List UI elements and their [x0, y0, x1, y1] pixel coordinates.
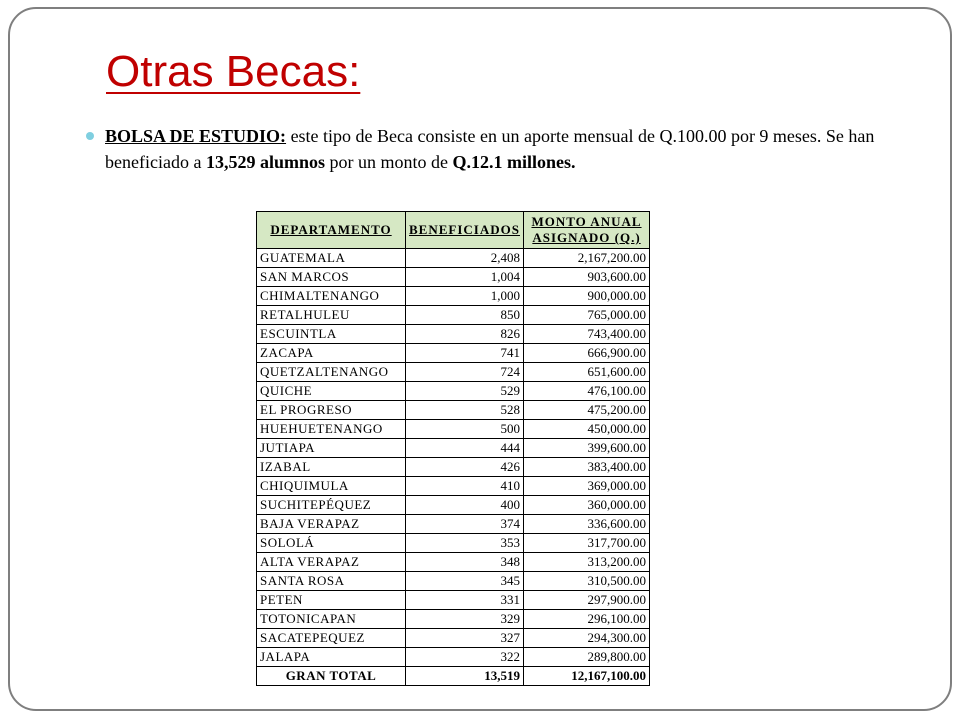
table-row [257, 477, 650, 496]
cell-departamento: IZABAL [257, 458, 406, 477]
table-row [257, 401, 650, 420]
cell-beneficiados: 444 [406, 439, 524, 458]
cell-monto: 383,400.00 [524, 458, 650, 477]
cell-beneficiados: 529 [406, 382, 524, 401]
table-row [257, 610, 650, 629]
cell-monto: 651,600.00 [524, 363, 650, 382]
table-row [257, 306, 650, 325]
cell-beneficiados: 1,004 [406, 268, 524, 287]
cell-monto: 336,600.00 [524, 515, 650, 534]
bullet-text-part2: por un monto de [324, 152, 453, 172]
cell-departamento: QUETZALTENANGO [257, 363, 406, 382]
cell-monto: 2,167,200.00 [524, 249, 650, 268]
cell-monto: 666,900.00 [524, 344, 650, 363]
table-header-row [257, 212, 650, 249]
cell-departamento: JUTIAPA [257, 439, 406, 458]
table-row [257, 382, 650, 401]
cell-beneficiados: 374 [406, 515, 524, 534]
header-monto-line1: MONTO ANUAL [531, 214, 642, 229]
cell-monto: 296,100.00 [524, 610, 650, 629]
bullet-dot-icon [86, 132, 94, 140]
cell-beneficiados: 724 [406, 363, 524, 382]
cell-monto: 450,000.00 [524, 420, 650, 439]
table-body [257, 249, 650, 686]
table-row [257, 363, 650, 382]
cell-monto: 294,300.00 [524, 629, 650, 648]
cell-beneficiados: 345 [406, 572, 524, 591]
cell-monto: 297,900.00 [524, 591, 650, 610]
table-row [257, 515, 650, 534]
cell-beneficiados: 2,408 [406, 249, 524, 268]
table-row [257, 344, 650, 363]
cell-departamento: CHIMALTENANGO [257, 287, 406, 306]
cell-departamento: PETEN [257, 591, 406, 610]
cell-beneficiados: 331 [406, 591, 524, 610]
cell-monto: 743,400.00 [524, 325, 650, 344]
cell-departamento: ALTA VERAPAZ [257, 553, 406, 572]
bullet-text [105, 123, 905, 175]
header-monto [524, 212, 650, 249]
header-monto-line2: ASIGNADO (Q.) [532, 230, 641, 245]
total-beneficiados: 13,519 [406, 667, 524, 686]
cell-departamento: TOTONICAPAN [257, 610, 406, 629]
cell-departamento: HUEHUETENANGO [257, 420, 406, 439]
table-row [257, 572, 650, 591]
cell-monto: 900,000.00 [524, 287, 650, 306]
cell-monto: 313,200.00 [524, 553, 650, 572]
table-row [257, 325, 650, 344]
cell-departamento: SACATEPEQUEZ [257, 629, 406, 648]
cell-departamento: SANTA ROSA [257, 572, 406, 591]
table-row [257, 249, 650, 268]
cell-departamento: ZACAPA [257, 344, 406, 363]
cell-beneficiados: 426 [406, 458, 524, 477]
cell-monto: 317,700.00 [524, 534, 650, 553]
bullet-label: BOLSA DE ESTUDIO: [105, 126, 287, 146]
table-row [257, 496, 650, 515]
cell-departamento: QUICHE [257, 382, 406, 401]
cell-beneficiados: 348 [406, 553, 524, 572]
bullet-alumnos: 13,529 alumnos [205, 152, 325, 172]
table-row [257, 553, 650, 572]
becas-table [256, 211, 650, 686]
slide-title: Otras Becas: [106, 47, 361, 96]
cell-beneficiados: 850 [406, 306, 524, 325]
cell-departamento: SAN MARCOS [257, 268, 406, 287]
table-row [257, 629, 650, 648]
cell-departamento: ESCUINTLA [257, 325, 406, 344]
cell-departamento: RETALHULEU [257, 306, 406, 325]
cell-monto: 399,600.00 [524, 439, 650, 458]
cell-beneficiados: 500 [406, 420, 524, 439]
cell-beneficiados: 400 [406, 496, 524, 515]
cell-beneficiados: 327 [406, 629, 524, 648]
cell-beneficiados: 528 [406, 401, 524, 420]
total-row [257, 667, 650, 686]
cell-departamento: JALAPA [257, 648, 406, 667]
cell-monto: 289,800.00 [524, 648, 650, 667]
bullet-text-part1: este tipo de Beca consiste en un aporte mensual de Q.100.00 por 9 meses. Se han beneficiado a [105, 126, 875, 172]
table-row [257, 458, 650, 477]
cell-monto: 475,200.00 [524, 401, 650, 420]
cell-monto: 765,000.00 [524, 306, 650, 325]
table-row [257, 420, 650, 439]
cell-monto: 903,600.00 [524, 268, 650, 287]
cell-monto: 369,000.00 [524, 477, 650, 496]
table-row [257, 268, 650, 287]
header-beneficiados: BENEFICIADOS [406, 212, 524, 249]
cell-beneficiados: 410 [406, 477, 524, 496]
cell-beneficiados: 826 [406, 325, 524, 344]
cell-beneficiados: 1,000 [406, 287, 524, 306]
cell-departamento: SOLOLÁ [257, 534, 406, 553]
bullet-monto: Q.12.1 millones. [452, 152, 576, 172]
cell-departamento: CHIQUIMULA [257, 477, 406, 496]
cell-monto: 310,500.00 [524, 572, 650, 591]
cell-departamento: EL PROGRESO [257, 401, 406, 420]
cell-monto: 360,000.00 [524, 496, 650, 515]
table-row [257, 439, 650, 458]
header-departamento: DEPARTAMENTO [257, 212, 406, 249]
table-row [257, 648, 650, 667]
table-row [257, 591, 650, 610]
cell-departamento: GUATEMALA [257, 249, 406, 268]
cell-beneficiados: 353 [406, 534, 524, 553]
total-label: GRAN TOTAL [257, 667, 406, 686]
cell-beneficiados: 329 [406, 610, 524, 629]
cell-departamento: SUCHITEPÉQUEZ [257, 496, 406, 515]
cell-monto: 476,100.00 [524, 382, 650, 401]
cell-departamento: BAJA VERAPAZ [257, 515, 406, 534]
table-row [257, 287, 650, 306]
cell-beneficiados: 741 [406, 344, 524, 363]
table-row [257, 534, 650, 553]
cell-beneficiados: 322 [406, 648, 524, 667]
total-monto: 12,167,100.00 [524, 667, 650, 686]
